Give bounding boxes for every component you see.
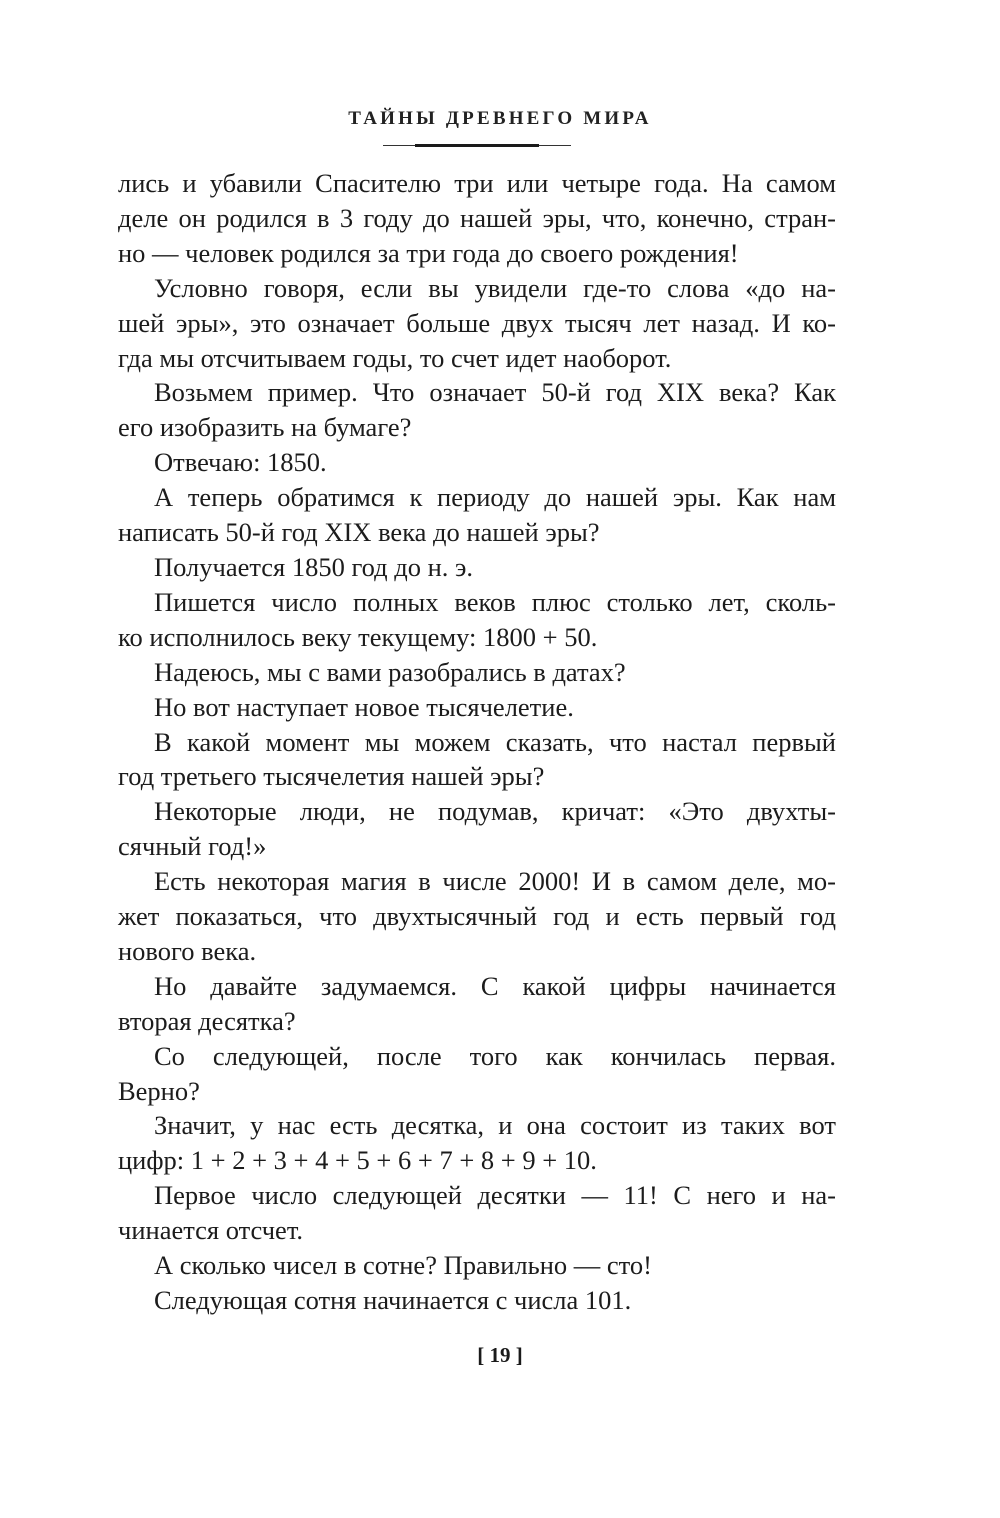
text-line: Следующая сотня начинается с числа 101. [154,1285,632,1315]
running-title: ТАЙНЫ ДРЕВНЕГО МИРА [348,108,652,129]
text-line: А теперь обратимся к периоду до нашей эры. Как нам [154,482,836,513]
page-number: [ 19 ] [477,1343,523,1367]
text-line: Надеюсь, мы с вами разобрались в датах? [154,656,626,687]
text-line: Со следующей, после того как кончилась первая. [154,1040,836,1071]
text-line: но — человек родился за три года до своего рождения! [118,237,739,268]
text-line: Но вот наступает новое тысячелетие. [154,691,574,722]
running-head [0,108,1000,130]
body-text [118,166,836,1318]
text-line: А сколько чисел в сотне? Правильно — сто! [154,1250,652,1281]
text-line: Есть некоторая магия в числе 2000! И в самом деле, мо- [154,866,836,897]
text-line: Некоторые люди, не подумав, кричат: «Это двухты- [154,796,836,827]
text-line: Значит, у нас есть десятка, и она состоит из таких вот [154,1110,836,1141]
text-line: чинается отсчет. [118,1215,304,1246]
text-line: Возьмем пример. Что означает 50-й год XIX века? Как [154,377,836,408]
text-line: сячный год!» [118,831,267,862]
text-line: Но давайте задумаемся. С какой цифры начинается [154,970,836,1001]
text-line: цифр: 1 + 2 + 3 + 4 + 5 + 6 + 7 + 8 + 9 + 10. [118,1145,597,1176]
text-line: В какой момент мы можем сказать, что настал первый [154,726,836,757]
text-line: написать 50-й год XIX века до нашей эры? [118,517,600,548]
text-line: его изобразить на бумаге? [118,412,412,443]
text-line: вторая десятка? [118,1005,296,1036]
text-line: гда мы отсчитываем годы, то счет идет наоборот. [118,342,672,373]
text-line: Верно? [118,1075,200,1106]
text-line: Первое число следующей десятки — 11! С него и на- [154,1180,836,1211]
header-rule-accent [415,144,539,147]
text-line: год третьего тысячелетия нашей эры? [118,761,545,792]
text-line: Условно говоря, если вы увидели где-то слова «до на- [154,272,836,303]
text-line: лись и убавили Спасителю три или четыре года. На самом [118,168,836,198]
text-line: шей эры», это означает больше двух тысяч лет назад. И ко- [118,307,836,338]
text-line: Отвечаю: 1850. [154,447,327,478]
text-line: жет показаться, что двухтысячный год и есть первый год [118,901,836,932]
text-line: ко исполнилось веку текущему: 1800 + 50. [118,621,598,652]
text-line: деле он родился в 3 году до нашей эры, что, конечно, стран- [118,202,836,233]
text-line: нового века. [118,935,257,966]
text-line: Пишется число полных веков плюс столько лет, сколь- [154,586,836,617]
text-line: Получается 1850 год до н. э. [154,551,474,582]
